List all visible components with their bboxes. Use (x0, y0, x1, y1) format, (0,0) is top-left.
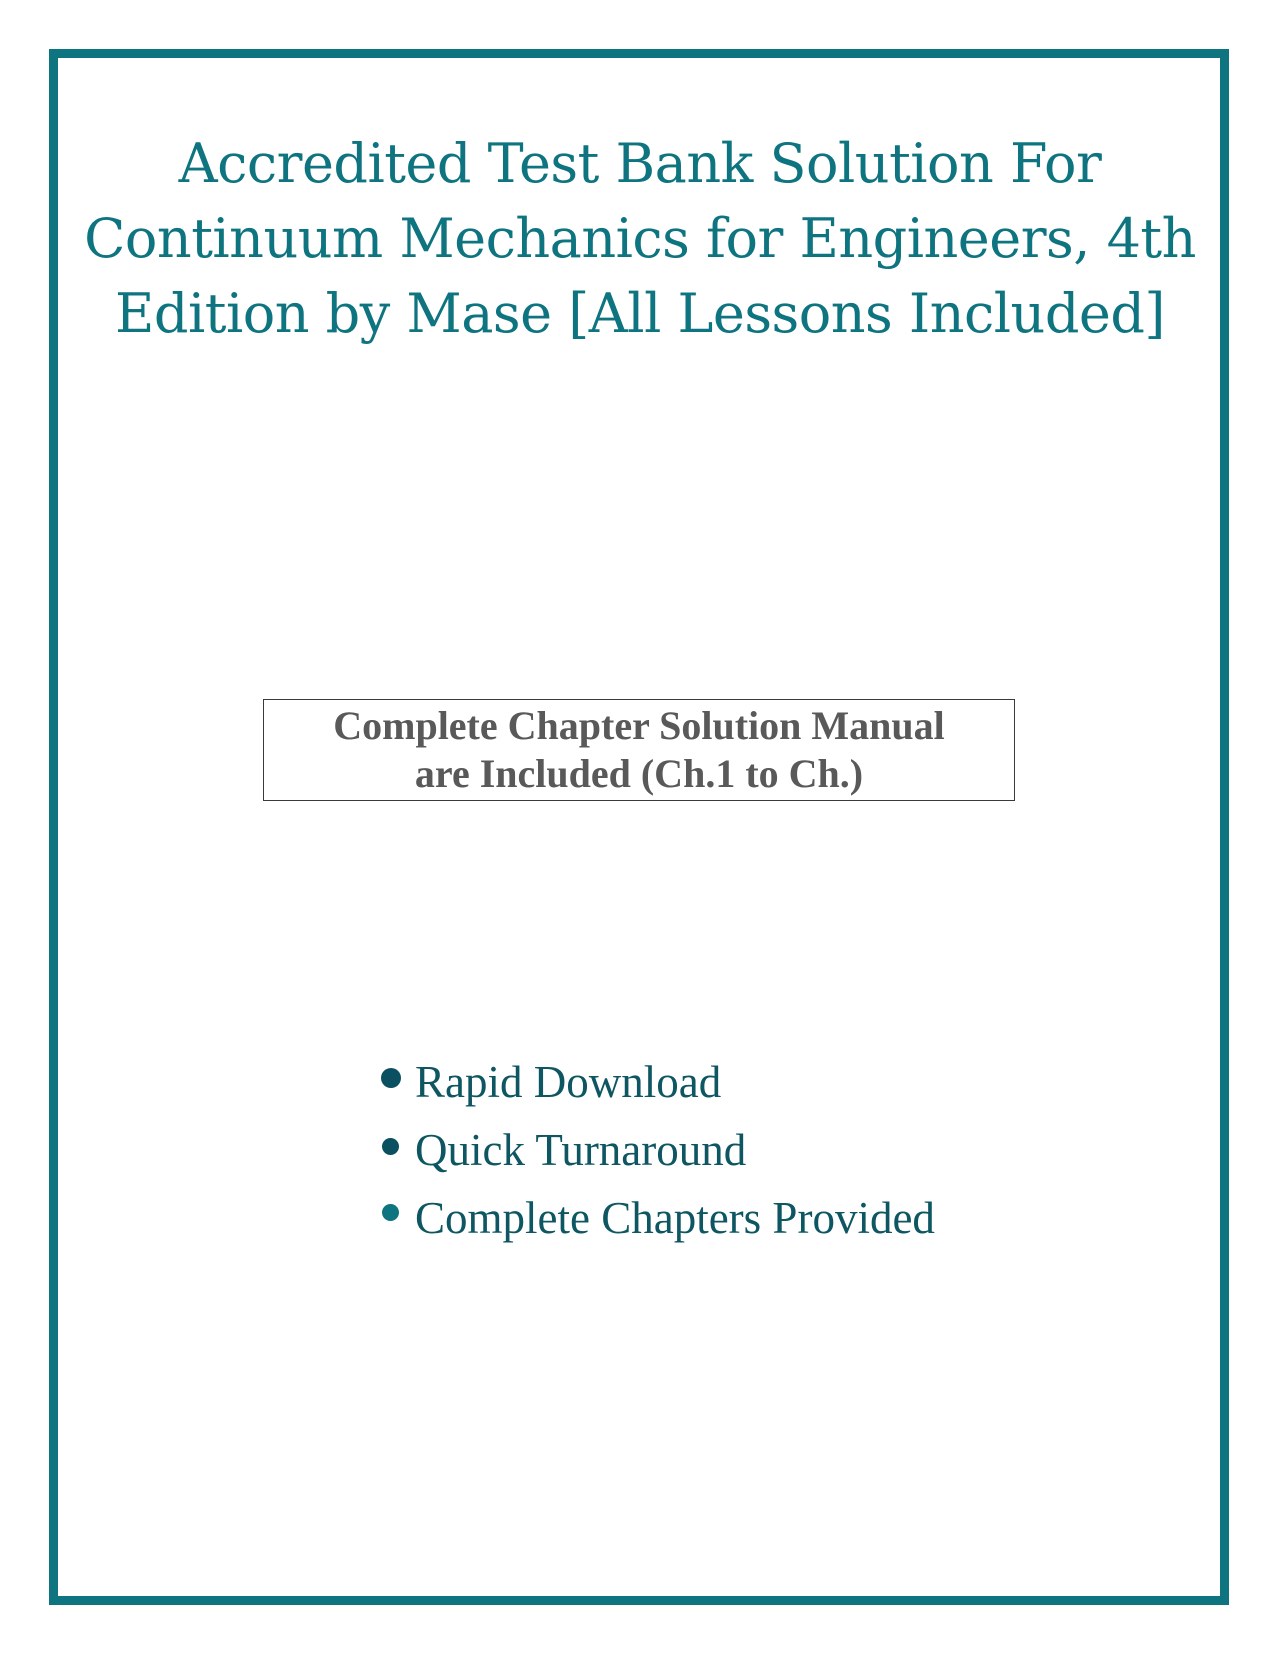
feature-label: Quick Turnaround (415, 1125, 747, 1175)
feature-item-rapid-download (378, 1048, 935, 1116)
feature-label: Rapid Download (415, 1057, 722, 1107)
solution-manual-notice-box (263, 699, 1015, 801)
bullet-dot-icon (382, 1138, 399, 1155)
title-line-2: Continuum Mechanics for Engineers, 4th (84, 207, 1196, 270)
feature-label: Complete Chapters Provided (415, 1193, 935, 1243)
feature-item-quick-turnaround (378, 1116, 935, 1184)
notice-line-2: are Included (Ch.1 to Ch.) (414, 751, 864, 796)
bullet-dot-icon (382, 1204, 399, 1221)
title-line-1: Accredited Test Bank Solution For (178, 132, 1102, 195)
bullet-dot-icon (381, 1068, 401, 1088)
document-title (0, 126, 1280, 351)
title-line-3: Edition by Mase [All Lessons Included] (115, 282, 1165, 345)
notice-line-1: Complete Chapter Solution Manual (333, 703, 945, 748)
feature-list (378, 1048, 935, 1252)
feature-item-complete-chapters (378, 1184, 935, 1252)
